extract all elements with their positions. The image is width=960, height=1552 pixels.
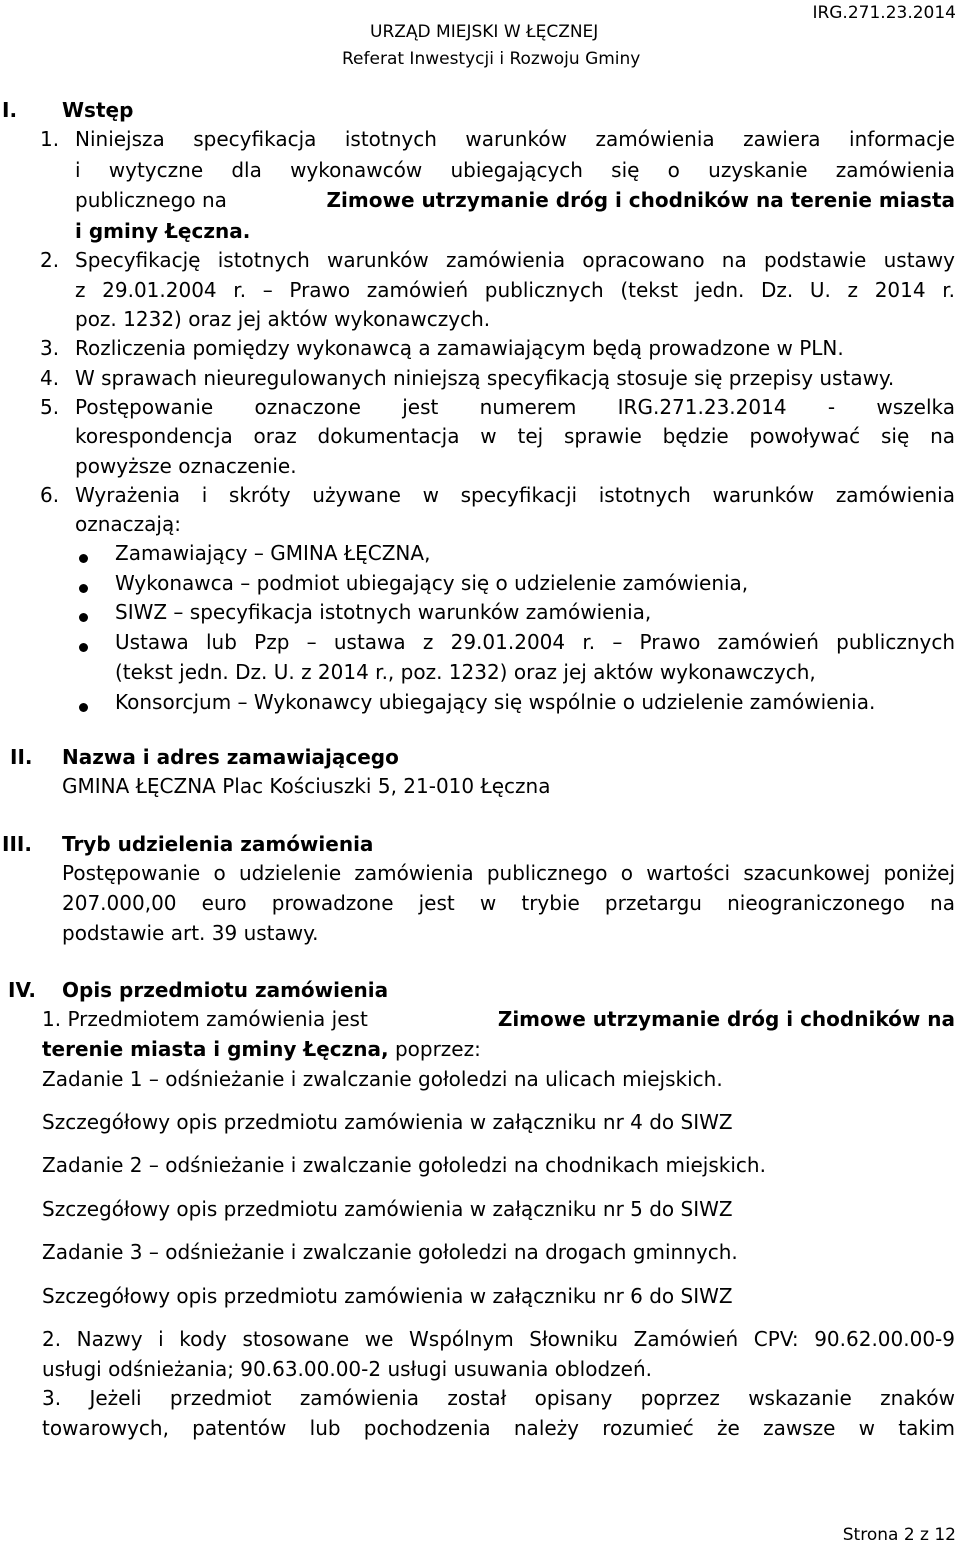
task-1: Zadanie 1 – odśnieżanie i zwalczanie gołoledzi na ulicach miejskich. bbox=[42, 1067, 723, 1091]
item-3-line-1: Rozliczenia pomiędzy wykonawcą a zamawiającym będą prowadzone w PLN. bbox=[75, 336, 844, 360]
definition-item: Zamawiający – GMINA ŁĘCZNA, bbox=[115, 541, 431, 565]
definition-item: SIWZ – specyfikacja istotnych warunków zamówienia, bbox=[115, 600, 652, 624]
contracting-authority-address: GMINA ŁĘCZNA Plac Kościuszki 5, 21-010 Łęczna bbox=[62, 774, 551, 798]
item-2-line-2: z 29.01.2004 r. – Prawo zamówień publicznych (tekst jedn. Dz. U. z 2014 r. bbox=[75, 278, 955, 302]
cpv-line-2: usługi odśnieżania; 90.63.00.00-2 usługi usuwania oblodzeń. bbox=[42, 1357, 653, 1381]
item-4-number: 4. bbox=[40, 366, 60, 390]
definition-item: Ustawa lub Pzp – ustawa z 29.01.2004 r. – Prawo zamówień publicznych bbox=[115, 630, 955, 654]
section-2-title: Nazwa i adres zamawiającego bbox=[62, 745, 399, 769]
definition-item-continued: (tekst jedn. Dz. U. z 2014 r., poz. 1232) oraz jej aktów wykonawczych, bbox=[115, 660, 816, 684]
document-ref-code: IRG.271.23.2014 bbox=[812, 3, 956, 23]
section-3-title: Tryb udzielenia zamówienia bbox=[62, 832, 374, 856]
item-1-line-3 bbox=[75, 188, 955, 212]
task-2: Zadanie 2 – odśnieżanie i zwalczanie gołoledzi na chodnikach miejskich. bbox=[42, 1153, 766, 1177]
department-name: Referat Inwestycji i Rozwoju Gminy bbox=[342, 49, 641, 69]
section-4-number: IV. bbox=[8, 978, 36, 1002]
subject-bold-continued: terenie miasta i gminy Łęczna, bbox=[42, 1037, 389, 1061]
page-number: Strona 2 z 12 bbox=[842, 1525, 956, 1545]
definition-item: Konsorcjum – Wykonawcy ubiegający się wspólnie o udzielenie zamówienia. bbox=[115, 690, 876, 714]
bullet-icon bbox=[79, 584, 88, 593]
item-1-number: 1. bbox=[40, 127, 60, 151]
contract-subject-bold: Zimowe utrzymanie dróg i chodników na terenie miasta bbox=[326, 188, 955, 212]
item-6-number: 6. bbox=[40, 483, 60, 507]
procedure-line-1: Postępowanie o udzielenie zamówienia publicznego o wartości szacunkowej poniżej bbox=[62, 861, 955, 885]
trademark-line-2: towarowych, patentów lub pochodzenia należy rozumieć że zawsze w takim bbox=[42, 1416, 955, 1440]
item-1-line-2: i wytyczne dla wykonawców ubiegających się o uzyskanie zamówienia bbox=[75, 158, 955, 182]
item-4-line-1: W sprawach nieuregulowanych niniejszą specyfikacją stosuje się przepisy ustawy. bbox=[75, 366, 895, 390]
item-5-line-1: Postępowanie oznaczone jest numerem IRG.271.23.2014 - wszelka bbox=[75, 395, 955, 419]
item-1-line-3-start: publicznego na bbox=[75, 188, 234, 212]
office-name: URZĄD MIEJSKI W ŁĘCZNEJ bbox=[370, 22, 599, 42]
subject-line-2-end: poprzez: bbox=[388, 1037, 481, 1061]
item-5-line-2: korespondencja oraz dokumentacja w tej sprawie będzie powoływać się na bbox=[75, 424, 955, 448]
section-2-number: II. bbox=[10, 745, 33, 769]
item-1-line-1: Niniejsza specyfikacja istotnych warunków zamówienia zawiera informacje bbox=[75, 127, 955, 151]
item-6-line-1: Wyrażenia i skróty używane w specyfikacji istotnych warunków zamówienia bbox=[75, 483, 955, 507]
item-2-line-1: Specyfikację istotnych warunków zamówienia opracowano na podstawie ustawy bbox=[75, 248, 955, 272]
bullet-icon bbox=[79, 703, 88, 712]
section-4-title: Opis przedmiotu zamówienia bbox=[62, 978, 389, 1002]
item-3-number: 3. bbox=[40, 336, 60, 360]
task-2-description: Szczegółowy opis przedmiotu zamówienia w załączniku nr 5 do SIWZ bbox=[42, 1197, 733, 1221]
section-3-number: III. bbox=[2, 832, 32, 856]
task-3: Zadanie 3 – odśnieżanie i zwalczanie gołoledzi na drogach gminnych. bbox=[42, 1240, 738, 1264]
subject-bold: Zimowe utrzymanie dróg i chodników na bbox=[497, 1007, 955, 1031]
item-1-line-4: i gminy Łęczna. bbox=[75, 219, 251, 243]
item-2-line-3: poz. 1232) oraz jej aktów wykonawczych. bbox=[75, 307, 491, 331]
procedure-line-3: podstawie art. 39 ustawy. bbox=[62, 921, 319, 945]
section-1-title: Wstęp bbox=[62, 98, 134, 122]
subject-line-1 bbox=[42, 1007, 955, 1031]
item-5-number: 5. bbox=[40, 395, 60, 419]
procedure-line-2: 207.000,00 euro prowadzone jest w trybie przetargu nieograniczonego na bbox=[62, 891, 955, 915]
definition-item: Wykonawca – podmiot ubiegający się o udzielenie zamówienia, bbox=[115, 571, 749, 595]
subject-line-2 bbox=[42, 1037, 481, 1061]
cpv-line-1: 2. Nazwy i kody stosowane we Wspólnym Słowniku Zamówień CPV: 90.62.00.00-9 bbox=[42, 1327, 955, 1351]
task-3-description: Szczegółowy opis przedmiotu zamówienia w załączniku nr 6 do SIWZ bbox=[42, 1284, 733, 1308]
item-5-line-3: powyższe oznaczenie. bbox=[75, 454, 297, 478]
trademark-line-1: 3. Jeżeli przedmiot zamówienia został opisany poprzez wskazanie znaków bbox=[42, 1386, 955, 1410]
task-1-description: Szczegółowy opis przedmiotu zamówienia w załączniku nr 4 do SIWZ bbox=[42, 1110, 733, 1134]
item-6-line-2: oznaczają: bbox=[75, 512, 181, 536]
bullet-icon bbox=[79, 613, 88, 622]
subject-line-1-start: 1. Przedmiotem zamówienia jest bbox=[42, 1007, 375, 1031]
bullet-icon bbox=[79, 554, 88, 563]
bullet-icon bbox=[79, 643, 88, 652]
section-1-number: I. bbox=[2, 98, 18, 122]
item-2-number: 2. bbox=[40, 248, 60, 272]
